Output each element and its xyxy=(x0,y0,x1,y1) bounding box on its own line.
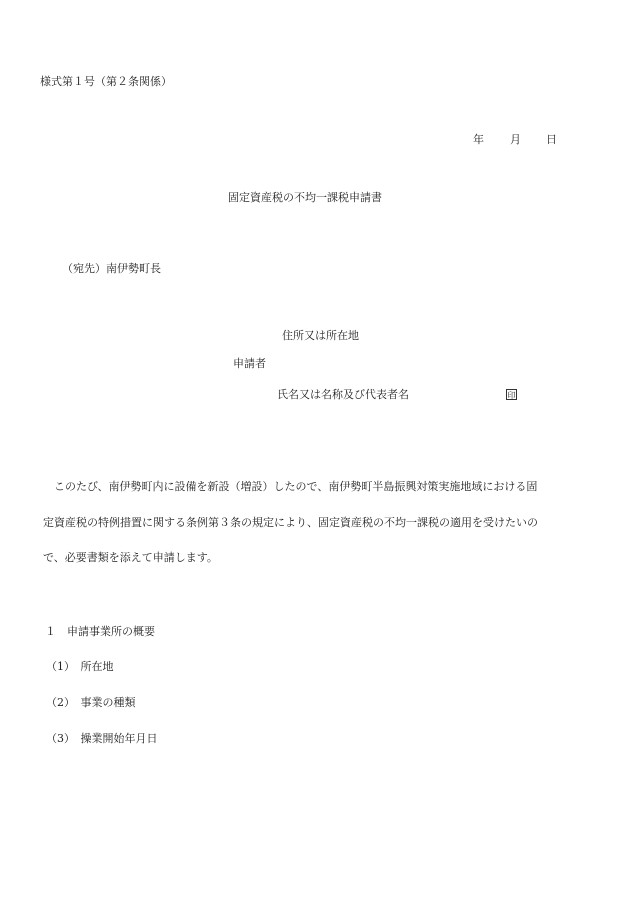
section-heading: １ 申請事業所の概要 xyxy=(45,625,155,638)
section-item-business-type: （2） 事業の種類 xyxy=(46,696,136,709)
addressee: （宛先）南伊勢町長 xyxy=(62,262,161,275)
applicant-address-label: 住所又は所在地 xyxy=(282,329,359,342)
seal-mark: 印 xyxy=(507,391,516,400)
applicant-name-label: 氏名又は名称及び代表者名 xyxy=(277,388,409,401)
body-line-1: このたび、南伊勢町内に設備を新設（増設）したので、南伊勢町半島振興対策実施地域における固 xyxy=(54,480,538,493)
section-item-location: （1） 所在地 xyxy=(46,660,114,673)
date-day-label: 日 xyxy=(546,133,557,146)
document-title: 固定資産税の不均一課税申請書 xyxy=(228,191,382,204)
applicant-label: 申請者 xyxy=(233,357,266,370)
section-item-start-date: （3） 操業開始年月日 xyxy=(46,732,158,745)
date-year-label: 年 xyxy=(473,133,484,146)
date-month-label: 月 xyxy=(510,133,521,146)
form-number: 様式第１号（第２条関係） xyxy=(40,75,172,88)
body-line-3: で、必要書類を添えて申請します。 xyxy=(43,551,218,564)
body-line-2: 定資産税の特例措置に関する条例第３条の規定により、固定資産税の不均一課税の適用を受けたいの xyxy=(43,516,538,529)
